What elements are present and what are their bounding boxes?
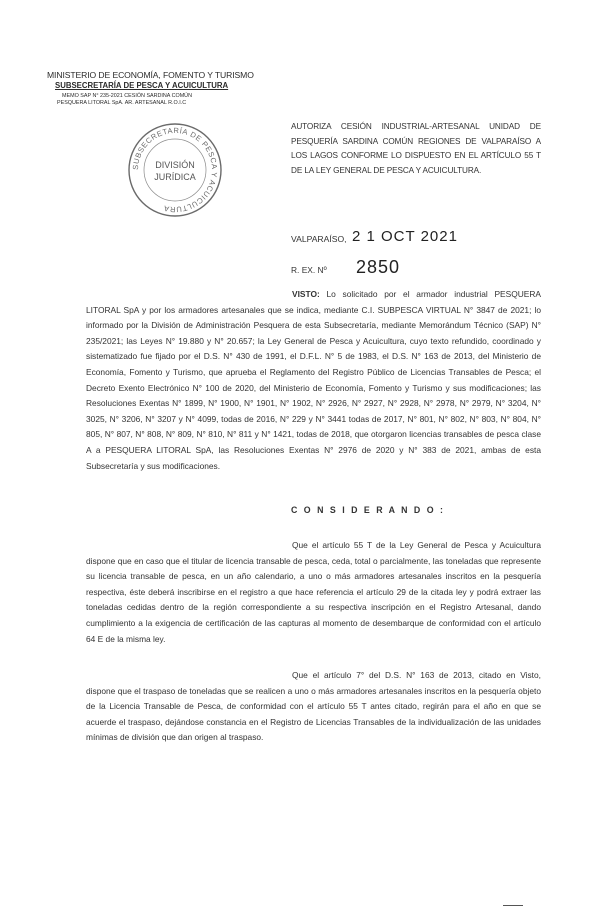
stamp-ring-text: SUBSECRETARÍA DE PESCA Y ACUICULTURA [130,125,220,215]
visto-paragraph [86,287,541,474]
considerando-paragraph-2 [86,668,541,746]
considerando-text-1: Que el artículo 55 T de la Ley General de Pesca y Acuicultura dispone que en caso que el titular de licencia transable de pesca, ceda, total o parcialmente, las toneladas que represente su licencia transable de pesca, en un año calendario, a uno o más armadores artesanales inscritos en la pesquería respectiva, éste deberá inscribirse en el registro a que hace referencia el artículo 29 de la citada ley y podrá extraer las toneladas cedidas dentro de la región correspondiente a su respectiva inscripción en el Registro Artesanal, dando cumplimiento a la exigencia de certificación de las capturas al momento de desembarque de conformidad con el artículo 64 E de la misma ley. [86,540,541,644]
page-edge-mark [503,905,523,906]
visto-text: Lo solicitado por el armador industrial PESQUERA LITORAL SpA y por los armadores artesanales que se indica, mediante C.I. SUBPESCA VIRTUAL N° 3847 de 2021; lo informado por la División de Administración Pesquera de esta Subsecretaría, mediante Memorándum Técnico (SAP) N° 235/2021; las Leyes N° 19.880 y N° 20.657; la Ley General de Pesca y Acuicultura, cuyo texto refundido, coordinado y sistematizado fue fijado por el D.S. N° 430 de 1991, el D.F.L. N° 5 de 1983, el D.S. N° 163 de 2013, del Ministerio de Economía, Fomento y Turismo, que aprueba el Reglamento del Registro Público de Licencias Transables de Pesca; el Decreto Exento Electrónico N° 100 de 2020, del Ministerio de Economía, Fomento y Turismo y sus modificaciones; las Resoluciones Exentas N° 1899, N° 1900, N° 1901, N° 1902, N° 2926, N° 2927, N° 2928, N° 2978, N° 2979, N° 3204, N° 3025, N° 3206, N° 3207 y N° 4099, todas de 2016, N° 229 y N° 3441 todas de 2017, N° 801, N° 802, N° 803, N° 804, N° 805, N° 807, N° 808, N° 809, N° 810, N° 811 y N° 1421, todas de 2018, que otorgaron licencias transables de pesca clase A a PESQUERA LITORAL SpA, las Resoluciones Exentas N° 2976 de 2020 y N° 383 de 2021, ambas de esta Subsecretaría y sus modificaciones. [86,289,541,471]
memo-reference-line-2: PESQUERA LITORAL SpA. AR. ARTESANAL R.O.I.C [57,100,187,106]
considerando-paragraph-1 [86,538,541,647]
resolution-date: 2 1 OCT 2021 [352,228,458,245]
considerando-heading: C O N S I D E R A N D O : [291,505,445,515]
letterhead [47,70,267,106]
stamp-line-1: DIVISIÓN [155,160,195,170]
subsecretaria-name: SUBSECRETARÍA DE PESCA Y ACUICULTURA [55,81,229,90]
ministry-name: MINISTERIO DE ECONOMÍA, FOMENTO Y TURISMO [47,70,254,80]
division-juridica-stamp [125,120,225,220]
memo-reference-line-1: MEMO SAP N° 235-2021 CESIÓN SARDINA COMÚN [62,93,192,99]
considerando-text-2: Que el artículo 7° del D.S. N° 163 de 2013, citado en Visto, dispone que el traspaso de toneladas que se realicen a uno o más armadores artesanales inscritos en la pesquería objeto de la Licencia Transable de Pesca, de conformidad con el artículo 55 T antes citado, regirán para el año en que se acuerde el traspaso, dejándose constancia en el Registro de Licencias Transables de la individualización de las unidades mínimas de división que dan origen al traspaso. [86,670,541,743]
resolution-number-label: R. EX. Nº [291,265,327,275]
resolution-subject: AUTORIZA CESIÓN INDUSTRIAL-ARTESANAL UNIDAD DE PESQUERÍA SARDINA COMÚN REGIONES DE VALPARAÍSO A LOS LAGOS CONFORME LO DISPUESTO EN EL ARTÍCULO 55 T DE LA LEY GENERAL DE PESCA Y ACUICULTURA. [291,122,541,175]
visto-label: VISTO: [292,289,320,299]
resolution-number: 2850 [356,257,401,277]
stamp-line-2: JURÍDICA [154,172,196,182]
city: VALPARAÍSO, [291,234,347,244]
